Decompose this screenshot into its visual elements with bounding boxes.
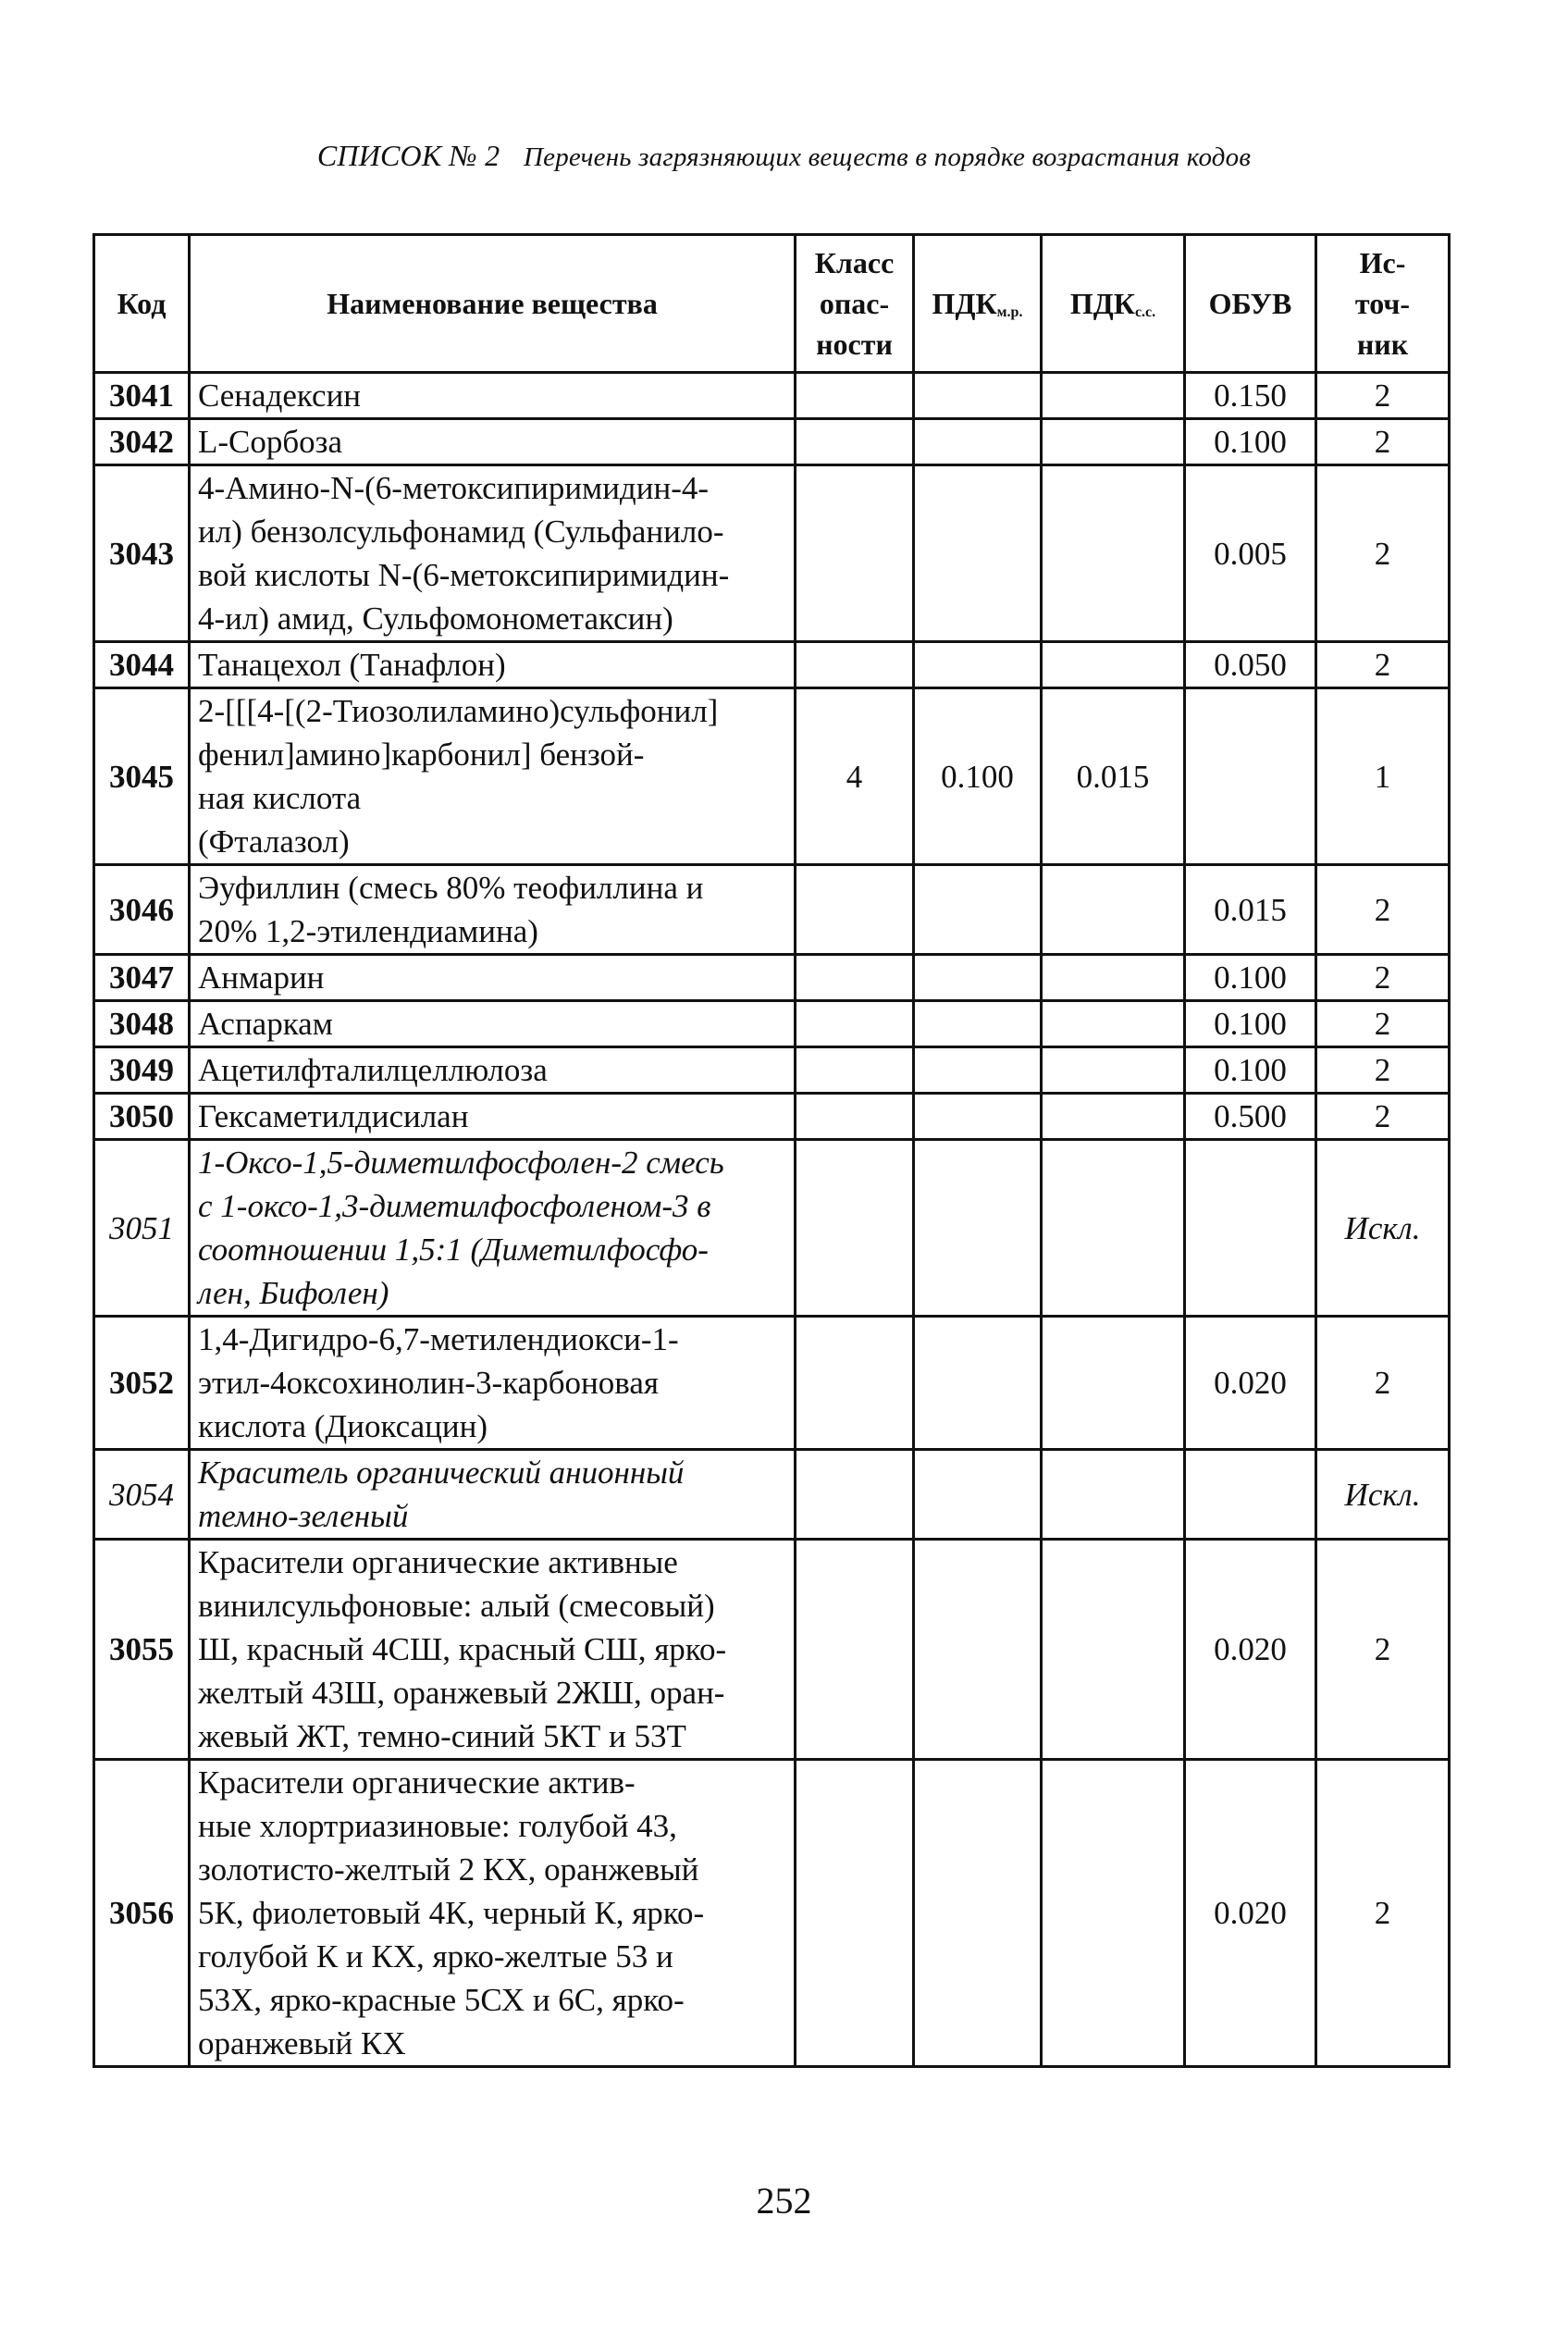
pdk-ss-cell bbox=[1042, 1001, 1185, 1047]
pdk-ss-cell bbox=[1042, 1094, 1185, 1140]
substance-name bbox=[190, 1001, 796, 1047]
table-row bbox=[94, 1540, 1450, 1760]
substance-code: 3045 bbox=[94, 688, 190, 865]
table-row bbox=[94, 688, 1450, 865]
table-row bbox=[94, 1047, 1450, 1094]
substance-name-line: ные хлортриазиновые: голубой 43, bbox=[198, 1808, 677, 1844]
list-label: СПИСОК № 2 bbox=[316, 139, 500, 172]
substance-name bbox=[190, 865, 796, 955]
substance-code: 3050 bbox=[94, 1094, 190, 1140]
col-header-code: Код bbox=[94, 235, 190, 373]
list-title: Перечень загрязняющих веществ в порядке возрастания кодов bbox=[523, 142, 1252, 172]
substance-code: 3048 bbox=[94, 1001, 190, 1047]
obuv-cell: 0.100 bbox=[1185, 1001, 1316, 1047]
hazard-class-cell bbox=[796, 1760, 914, 2067]
hazard-class-cell bbox=[796, 465, 914, 642]
substance-name bbox=[190, 1760, 796, 2067]
substance-name-line: 1,4-Дигидро-6,7-метилендиокси-1- bbox=[198, 1321, 679, 1357]
pdk-ss-cell bbox=[1042, 642, 1185, 688]
pdk-mr-cell: 0.100 bbox=[914, 688, 1042, 865]
table-row bbox=[94, 465, 1450, 642]
col-header-pdk-ss: $ПДК_{с.с.}$ bbox=[1042, 235, 1185, 373]
obuv-cell: 0.100 bbox=[1185, 419, 1316, 465]
source-cell: 2 bbox=[1316, 1001, 1450, 1047]
substance-name-line: L-Сорбоза bbox=[198, 424, 343, 460]
pdk-ss-cell bbox=[1042, 373, 1185, 419]
pdk-mr-cell bbox=[914, 1094, 1042, 1140]
obuv-cell: 0.020 bbox=[1185, 1317, 1316, 1450]
substance-code: 3055 bbox=[94, 1540, 190, 1760]
hazard-class-cell bbox=[796, 642, 914, 688]
substance-name-line: оранжевый КХ bbox=[198, 2025, 406, 2061]
substance-name-line: Эуфиллин (смесь 80% теофиллина и bbox=[198, 870, 704, 906]
pdk-mr-cell bbox=[914, 1140, 1042, 1317]
substance-name-line: Краситель органический анионный bbox=[198, 1455, 685, 1491]
substance-name-line: лен, Бифолен) bbox=[198, 1275, 389, 1311]
col-header-hazard-class: Класс опас- ности bbox=[796, 235, 914, 373]
substance-name-line: 20% 1,2-этилендиамина) bbox=[198, 913, 538, 949]
substance-code: 3046 bbox=[94, 865, 190, 955]
substance-code: 3041 bbox=[94, 373, 190, 419]
substance-name-line: соотношении 1,5:1 (Диметилфосфо- bbox=[198, 1232, 709, 1268]
substance-name-line: 4-Амино-N-(6-метоксипиримидин-4- bbox=[198, 470, 710, 506]
substance-name bbox=[190, 373, 796, 419]
source-cell: 2 bbox=[1316, 1540, 1450, 1760]
obuv-cell: 0.100 bbox=[1185, 1047, 1316, 1094]
pdk-ss-cell bbox=[1042, 1540, 1185, 1760]
source-cell: 1 bbox=[1316, 688, 1450, 865]
obuv-cell: 0.500 bbox=[1185, 1094, 1316, 1140]
hazard-class-cell bbox=[796, 373, 914, 419]
obuv-cell: 0.150 bbox=[1185, 373, 1316, 419]
pdk-mr-cell bbox=[914, 1760, 1042, 2067]
obuv-cell: 0.020 bbox=[1185, 1540, 1316, 1760]
substance-name-line: ная кислота bbox=[198, 780, 362, 816]
substance-name bbox=[190, 1540, 796, 1760]
hazard-class-cell bbox=[796, 1540, 914, 1760]
substance-name bbox=[190, 1450, 796, 1540]
source-cell: 2 bbox=[1316, 1317, 1450, 1450]
substances-table bbox=[93, 233, 1451, 2068]
hazard-class-cell bbox=[796, 865, 914, 955]
pdk-mr-cell bbox=[914, 865, 1042, 955]
substance-name-line: Красители органические активные bbox=[198, 1544, 678, 1580]
substance-name-line: винилсульфоновые: алый (смесовый) bbox=[198, 1588, 715, 1624]
substance-name-line: Танацехол (Танафлон) bbox=[198, 647, 506, 683]
col-header-source: Ис- точ- ник bbox=[1316, 235, 1450, 373]
pdk-ss-cell bbox=[1042, 1140, 1185, 1317]
table-row bbox=[94, 1450, 1450, 1540]
substance-name-line: кислота (Диоксацин) bbox=[198, 1408, 488, 1444]
substance-name-line: ил) бензолсульфонамид (Сульфанило- bbox=[198, 514, 724, 550]
substance-name-line: с 1-оксо-1,3-диметилфосфоленом-3 в bbox=[198, 1188, 711, 1224]
pdk-mr-cell bbox=[914, 1001, 1042, 1047]
source-cell: 2 bbox=[1316, 373, 1450, 419]
pdk-mr-cell bbox=[914, 642, 1042, 688]
col-header-pdk-mr: $ПДК_{м.р.}$ bbox=[914, 235, 1042, 373]
pdk-ss-cell bbox=[1042, 865, 1185, 955]
substance-name-line: 4-ил) амид, Сульфомонометаксин) bbox=[198, 600, 673, 637]
obuv-cell bbox=[1185, 688, 1316, 865]
substance-name-line: Гексаметилдисилан bbox=[198, 1098, 469, 1134]
pdk-ss-cell bbox=[1042, 419, 1185, 465]
substance-name-line: Красители органические актив- bbox=[198, 1764, 636, 1801]
pdk-ss-cell: 0.015 bbox=[1042, 688, 1185, 865]
substance-name bbox=[190, 419, 796, 465]
substance-name-line: темно-зеленый bbox=[198, 1498, 409, 1534]
substance-name-line: жевый ЖТ, темно-синий 5КТ и 53Т bbox=[198, 1718, 686, 1754]
pdk-mr-cell bbox=[914, 1047, 1042, 1094]
hazard-class-cell bbox=[796, 419, 914, 465]
pdk-ss-cell bbox=[1042, 1047, 1185, 1094]
substance-code: 3043 bbox=[94, 465, 190, 642]
source-cell: 2 bbox=[1316, 1094, 1450, 1140]
hazard-class-cell bbox=[796, 955, 914, 1001]
substance-name-line: этил-4оксохинолин-3-карбоновая bbox=[198, 1365, 659, 1401]
pdk-mr-cell bbox=[914, 373, 1042, 419]
substance-name-line: фенил]амино]карбонил] бензой- bbox=[198, 737, 645, 773]
table-row bbox=[94, 955, 1450, 1001]
source-cell: 2 bbox=[1316, 865, 1450, 955]
substance-name bbox=[190, 1094, 796, 1140]
pdk-mr-cell bbox=[914, 1317, 1042, 1450]
obuv-cell: 0.020 bbox=[1185, 1760, 1316, 2067]
substance-name-line: золотисто-желтый 2 КХ, оранжевый bbox=[198, 1851, 699, 1888]
hazard-class-cell: 4 bbox=[796, 688, 914, 865]
col-header-obuv: ОБУВ bbox=[1185, 235, 1316, 373]
table-row bbox=[94, 1094, 1450, 1140]
substance-code: 3056 bbox=[94, 1760, 190, 2067]
source-cell: 2 bbox=[1316, 642, 1450, 688]
substance-code: 3049 bbox=[94, 1047, 190, 1094]
pdk-ss-cell bbox=[1042, 1450, 1185, 1540]
substance-name-line: Анмарин bbox=[198, 959, 325, 996]
obuv-cell bbox=[1185, 1140, 1316, 1317]
substance-name bbox=[190, 955, 796, 1001]
pdk-mr-cell bbox=[914, 1540, 1042, 1760]
page-number: 252 bbox=[756, 2180, 812, 2222]
source-cell: Искл. bbox=[1316, 1140, 1450, 1317]
source-cell: 2 bbox=[1316, 465, 1450, 642]
obuv-cell: 0.100 bbox=[1185, 955, 1316, 1001]
table-body bbox=[94, 373, 1450, 2067]
substance-name-line: вой кислоты N-(6-метоксипиримидин- bbox=[198, 557, 730, 593]
substance-name-line: Аспаркам bbox=[198, 1006, 333, 1042]
obuv-cell: 0.005 bbox=[1185, 465, 1316, 642]
table-row bbox=[94, 419, 1450, 465]
substance-code: 3042 bbox=[94, 419, 190, 465]
pdk-mr-cell bbox=[914, 419, 1042, 465]
table-row bbox=[94, 373, 1450, 419]
hazard-class-cell bbox=[796, 1450, 914, 1540]
substance-name bbox=[190, 688, 796, 865]
obuv-cell bbox=[1185, 1450, 1316, 1540]
substance-code: 3047 bbox=[94, 955, 190, 1001]
substance-name-line: Ш, красный 4СШ, красный СШ, ярко- bbox=[198, 1631, 727, 1667]
hazard-class-cell bbox=[796, 1094, 914, 1140]
hazard-class-cell bbox=[796, 1001, 914, 1047]
obuv-cell: 0.015 bbox=[1185, 865, 1316, 955]
substance-name-line: Ацетилфталилцеллюлоза bbox=[198, 1052, 548, 1088]
col-header-name: Наименование вещества bbox=[190, 235, 796, 373]
substance-code: 3051 bbox=[94, 1140, 190, 1317]
substance-name bbox=[190, 1140, 796, 1317]
source-cell: 2 bbox=[1316, 419, 1450, 465]
source-cell: 2 bbox=[1316, 1047, 1450, 1094]
pdk-ss-cell bbox=[1042, 1760, 1185, 2067]
obuv-cell: 0.050 bbox=[1185, 642, 1316, 688]
substance-code: 3052 bbox=[94, 1317, 190, 1450]
hazard-class-cell bbox=[796, 1317, 914, 1450]
substance-name-line: 2-[[[4-[(2-Тиозолиламино)сульфонил] bbox=[198, 693, 719, 729]
table-row bbox=[94, 865, 1450, 955]
source-cell: Искл. bbox=[1316, 1450, 1450, 1540]
hazard-class-cell bbox=[796, 1140, 914, 1317]
substance-name-line: 53Х, ярко-красные 5СХ и 6С, ярко- bbox=[198, 1982, 685, 2018]
substance-name bbox=[190, 1317, 796, 1450]
pdk-mr-cell bbox=[914, 955, 1042, 1001]
substance-name bbox=[190, 642, 796, 688]
source-cell: 2 bbox=[1316, 955, 1450, 1001]
substance-code: 3054 bbox=[94, 1450, 190, 1540]
page-header bbox=[0, 139, 1568, 173]
table-header-row bbox=[94, 235, 1450, 373]
substance-name bbox=[190, 1047, 796, 1094]
substance-name-line: Сенадексин bbox=[198, 378, 362, 414]
table-row bbox=[94, 642, 1450, 688]
substance-name bbox=[190, 465, 796, 642]
substance-name-line: 1-Оксо-1,5-диметилфосфолен-2 смесь bbox=[198, 1145, 724, 1181]
source-cell: 2 bbox=[1316, 1760, 1450, 2067]
table-row bbox=[94, 1760, 1450, 2067]
substance-name-line: голубой К и КХ, ярко-желтые 53 и bbox=[198, 1938, 673, 1974]
table-row bbox=[94, 1317, 1450, 1450]
table-row bbox=[94, 1001, 1450, 1047]
substance-name-line: желтый 43Ш, оранжевый 2ЖШ, оран- bbox=[198, 1675, 725, 1711]
pdk-mr-cell bbox=[914, 465, 1042, 642]
substance-name-line: 5К, фиолетовый 4К, черный К, ярко- bbox=[198, 1895, 705, 1931]
pdk-ss-cell bbox=[1042, 465, 1185, 642]
table-row bbox=[94, 1140, 1450, 1317]
pdk-ss-cell bbox=[1042, 1317, 1185, 1450]
hazard-class-cell bbox=[796, 1047, 914, 1094]
pdk-ss-cell bbox=[1042, 955, 1185, 1001]
pdk-mr-cell bbox=[914, 1450, 1042, 1540]
substance-name-line: (Фталазол) bbox=[198, 823, 350, 860]
substance-code: 3044 bbox=[94, 642, 190, 688]
